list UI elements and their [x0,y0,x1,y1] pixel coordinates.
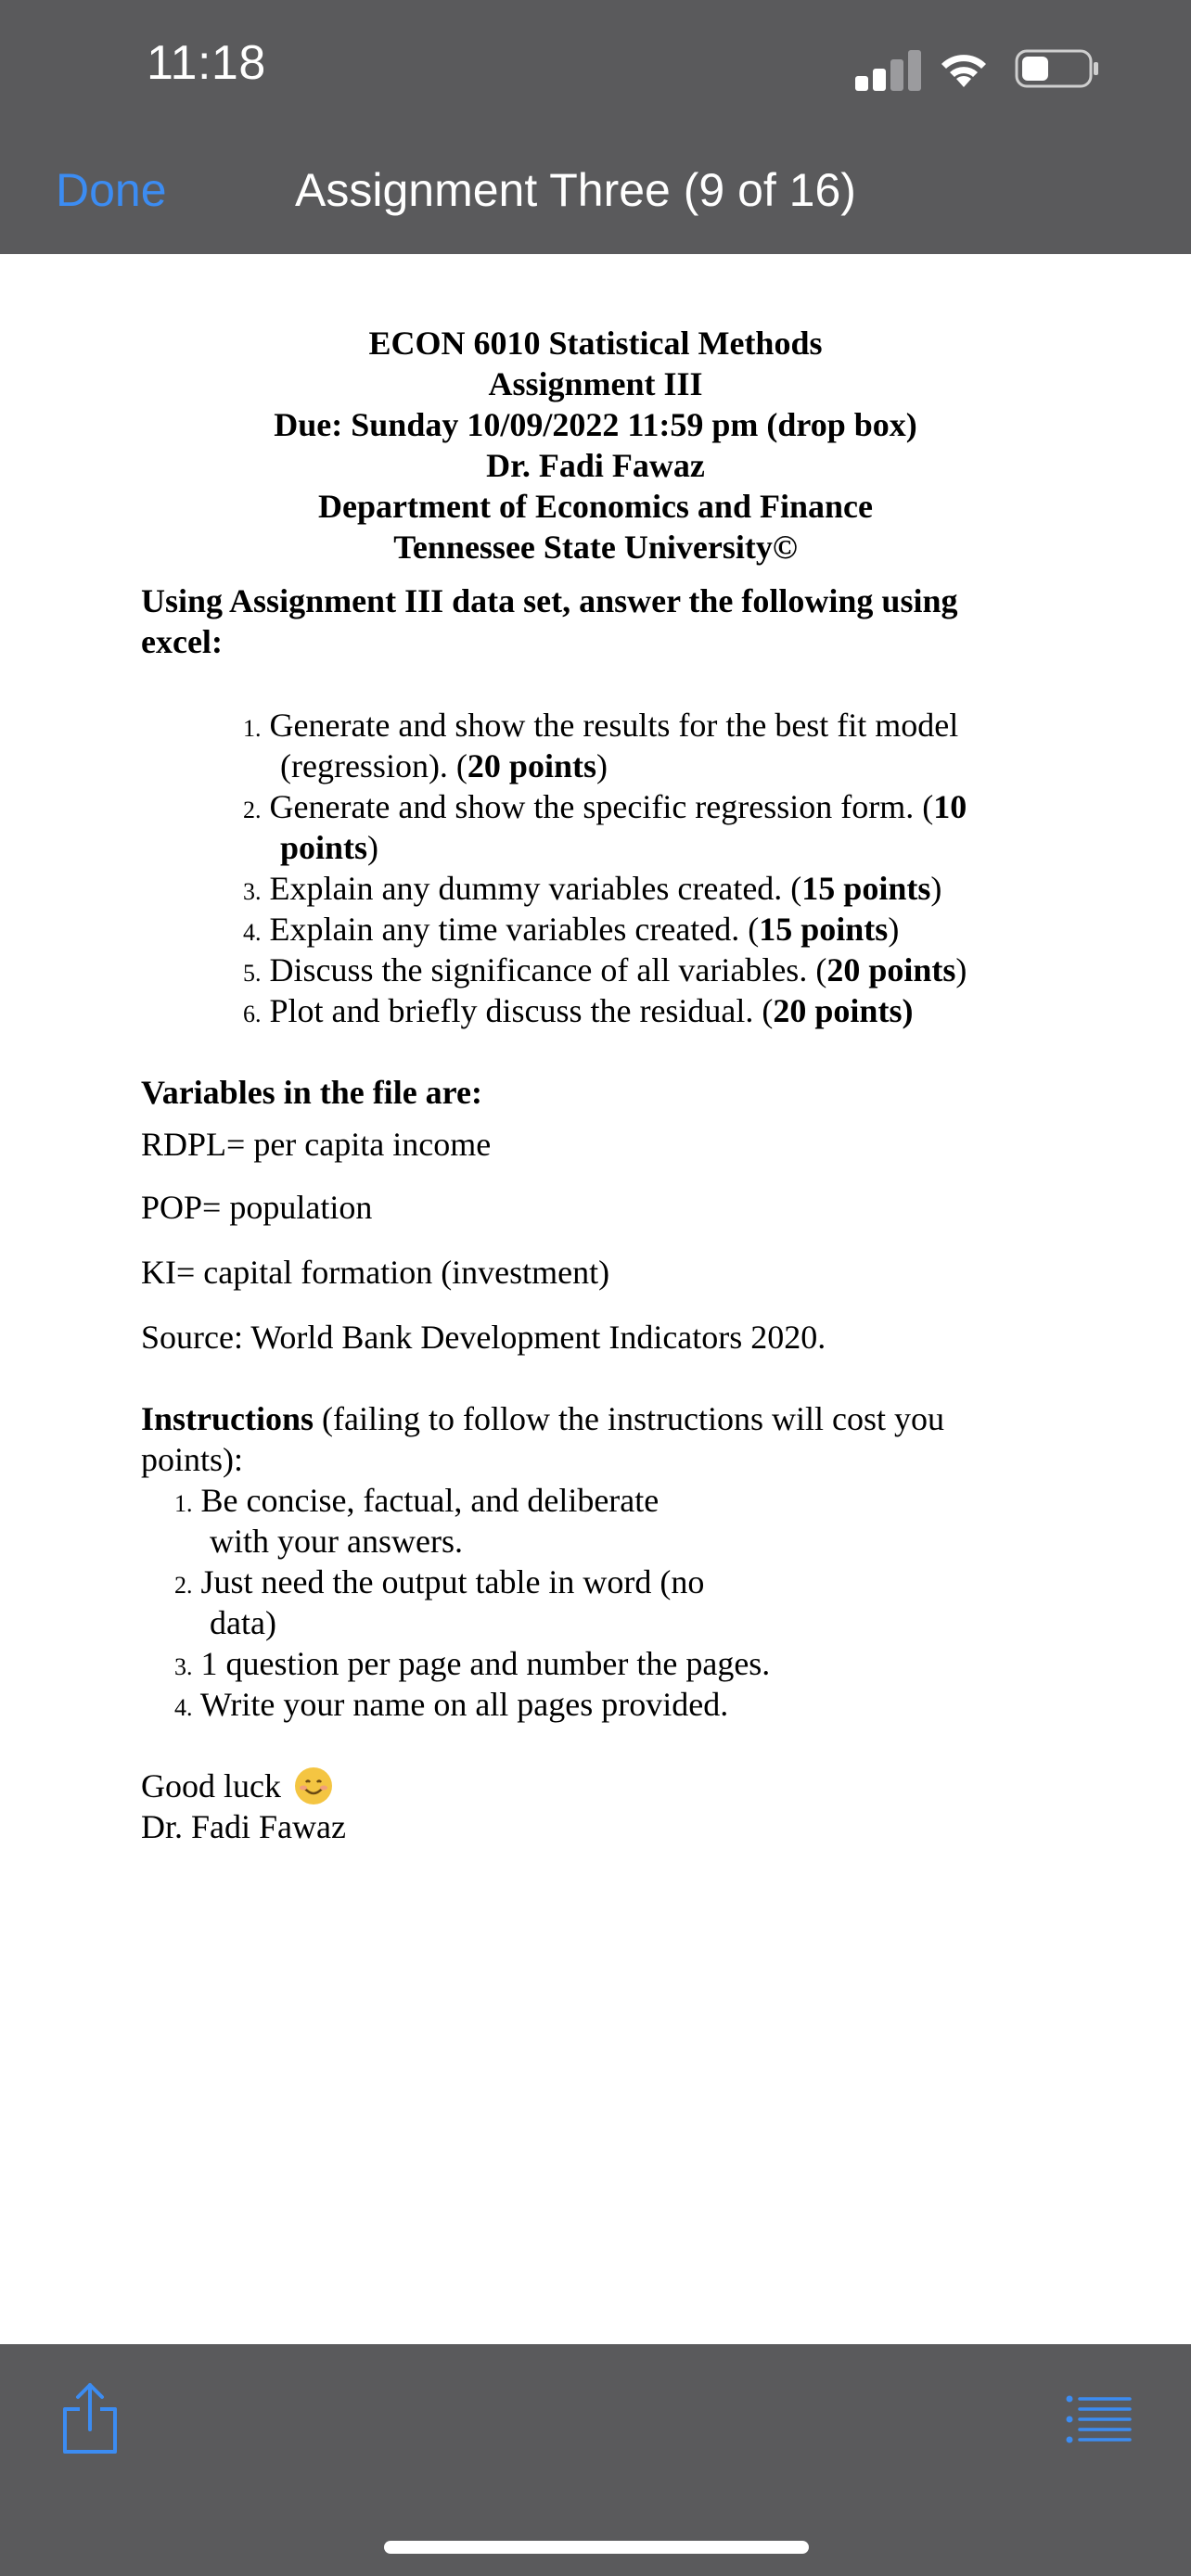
question-item: 5. Discuss the significance of all variables. (20 points) [243,951,967,988]
course-title: ECON 6010 Statistical Methods [368,325,823,362]
question-item-cont: points) [280,829,379,866]
question-item: 1. Generate and show the results for the best fit model [243,707,959,744]
due-date: Due: Sunday 10/09/2022 11:59 pm (drop box) [274,406,917,443]
question-item-cont: (regression). (20 points) [280,747,608,784]
assignment-name: Assignment III [488,365,703,402]
intro-line-2: excel: [141,623,223,660]
instructions-heading: Instructions (failing to follow the instructions will cost you [141,1400,944,1437]
variable-item: RDPL= per capita income [141,1126,492,1163]
wifi-icon [937,45,991,89]
signature: Dr. Fadi Fawaz [141,1808,346,1845]
intro-line-1: Using Assignment III data set, answer the following using [141,582,958,619]
data-source: Source: World Bank Development Indicators 2020. [141,1319,826,1356]
instructions-heading-cont: points): [141,1441,244,1478]
home-indicator[interactable] [384,2541,809,2554]
nav-title: Assignment Three (9 of 16) [295,164,856,216]
instruction-item: 1. Be concise, factual, and deliberate [174,1482,660,1519]
closing-line: Good luck [141,1766,332,1806]
variables-heading: Variables in the file are: [141,1074,482,1111]
instruction-item-cont: data) [210,1604,276,1641]
instruction-item: 4. Write your name on all pages provided. [174,1686,729,1723]
instruction-item-cont: with your answers. [210,1523,463,1560]
department: Department of Economics and Finance [318,488,873,525]
instruction-item: 3. 1 question per page and number the pages. [174,1645,771,1682]
instruction-item: 2. Just need the output table in word (no [174,1563,705,1600]
share-icon[interactable] [58,2381,122,2455]
university: Tennessee State University© [393,529,798,566]
question-item: 6. Plot and briefly discuss the residual. (20 points) [243,992,914,1029]
status-time: 11:18 [147,36,266,90]
done-button[interactable]: Done [56,164,167,216]
question-item: 4. Explain any time variables created. (15 points) [243,911,900,948]
variable-item: KI= capital formation (investment) [141,1254,610,1291]
instructor-name: Dr. Fadi Fawaz [486,447,705,484]
smiling-face-emoji [295,1767,332,1804]
battery-icon [1015,48,1100,89]
variable-item: POP= population [141,1189,373,1226]
cellular-signal-icon [855,46,922,91]
list-icon[interactable] [1065,2394,1132,2444]
question-item: 2. Generate and show the specific regression form. (10 [243,788,967,825]
question-item: 3. Explain any dummy variables created. (15 points) [243,870,942,907]
